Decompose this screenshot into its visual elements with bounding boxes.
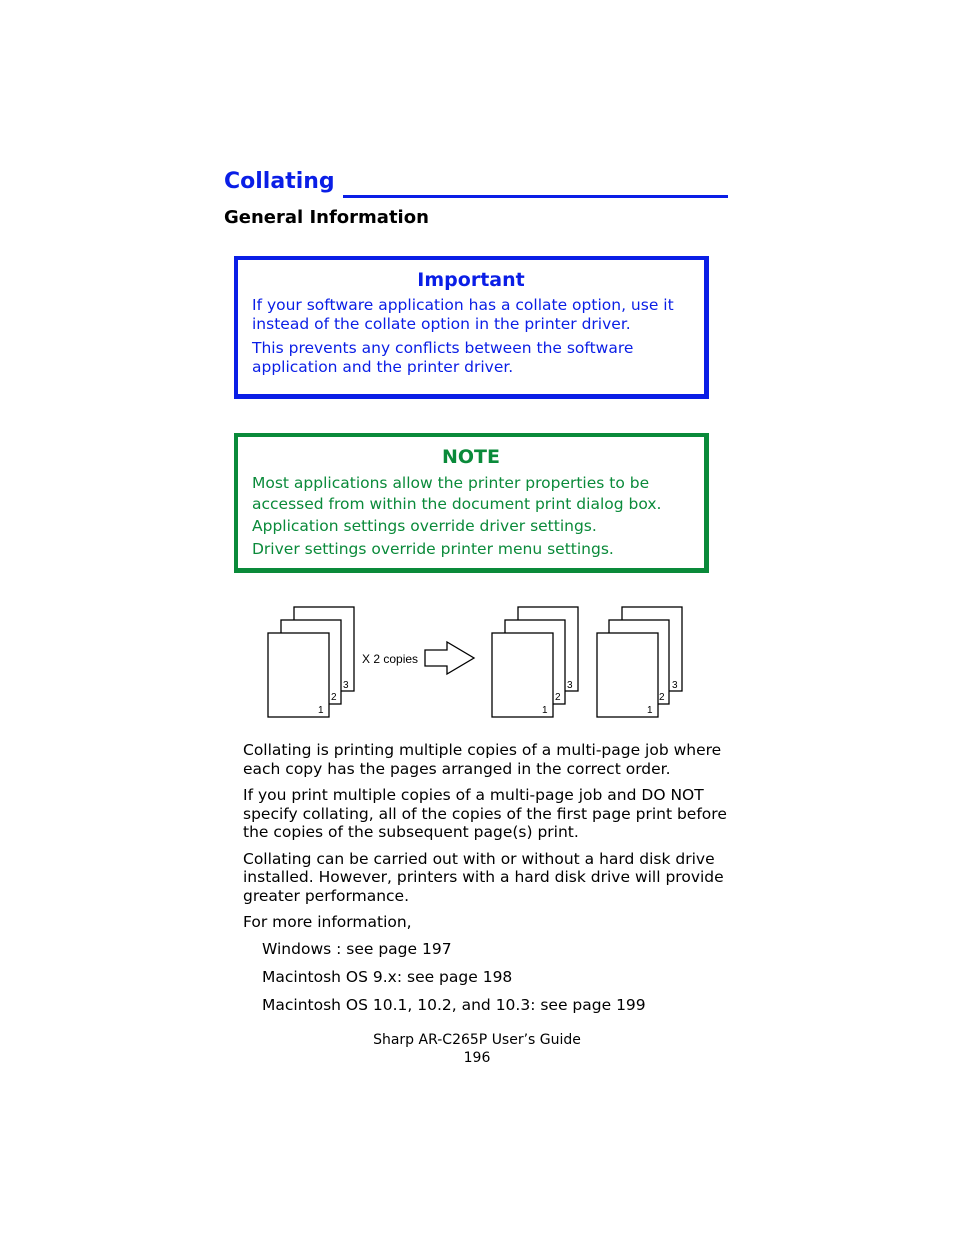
page-stack-icon: [268, 607, 354, 717]
page-number-label: 3: [672, 680, 678, 691]
page-number-label: 2: [331, 692, 337, 703]
note-heading: NOTE: [442, 446, 500, 468]
body-text: [243, 741, 733, 1024]
page-number-label: 2: [659, 692, 665, 703]
right-arrow-icon: [425, 642, 474, 674]
note-line: Application settings override driver settings.: [252, 517, 597, 535]
important-paragraph: If your software application has a collate option, use it instead of the collate option in the printer driver.: [252, 296, 674, 333]
page-stack-icon: [597, 607, 682, 717]
important-box: [234, 256, 709, 399]
copies-label: X 2 copies: [362, 652, 419, 666]
page-reference: Macintosh OS 9.x: see page 198: [262, 967, 513, 986]
important-paragraph: This prevents any conflicts between the software application and the printer driver.: [252, 339, 634, 376]
page-stack-icon: [492, 607, 578, 717]
page-number-label: 3: [343, 680, 349, 691]
page-reference: Windows : see page 197: [262, 939, 452, 958]
body-paragraph: Collating is printing multiple copies of a multi-page job where each copy has the pages arranged in the correct order.: [243, 741, 722, 778]
body-paragraph: Collating can be carried out with or without a hard disk drive installed. However, printers with a hard disk drive will provide greater performance.: [243, 849, 724, 905]
page-number: 196: [463, 1049, 491, 1066]
page-reference: Macintosh OS 10.1, 10.2, and 10.3: see page 199: [262, 995, 646, 1014]
note-line: Driver settings override printer menu settings.: [252, 539, 614, 558]
important-heading: Important: [417, 269, 525, 291]
page-title: [224, 168, 728, 198]
body-paragraph: For more information,: [243, 913, 412, 931]
collating-illustration: [258, 600, 698, 725]
page-number-label: 3: [567, 680, 573, 691]
page-footer: [0, 1032, 954, 1067]
note-box: [234, 433, 709, 573]
page-number-label: 1: [542, 705, 548, 716]
page-number-label: 1: [647, 705, 653, 716]
page-number-label: 1: [318, 705, 324, 716]
page-number-label: 2: [555, 692, 561, 703]
body-paragraph: If you print multiple copies of a multi-page job and DO NOT specify collating, all of the copies of the first page print before the copies of the subsequent page(s) print.: [243, 786, 727, 841]
section-heading: General Information: [224, 207, 429, 228]
note-line: Most applications allow the printer properties to be accessed from within the document print dialog box.: [252, 474, 662, 513]
page-title-text: Collating: [224, 168, 343, 198]
guide-title: Sharp AR-C265P User’s Guide: [373, 1032, 581, 1048]
